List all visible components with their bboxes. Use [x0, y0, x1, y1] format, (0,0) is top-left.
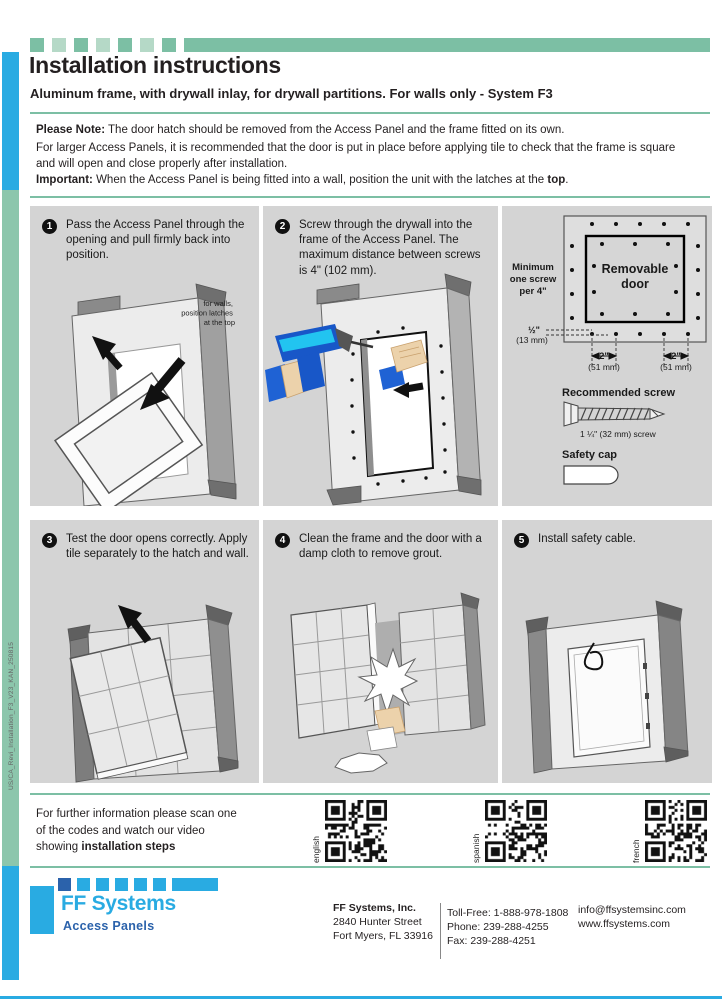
removable-door-label [586, 262, 684, 292]
safety-cap-title: Safety cap [562, 449, 618, 461]
left-edge-blue-strip-top [2, 52, 19, 190]
step1-panel [30, 206, 259, 506]
step5-illustration [502, 583, 712, 783]
step5-panel [502, 520, 712, 783]
note-larger-panels: For larger Access Panels, it is recommended that the door is put in place before applying tile to check that the frame is square and will open and close properly after installation. [36, 142, 676, 171]
dim-half-inch-mm: (13 mm) [516, 335, 548, 345]
logo-square [153, 878, 166, 891]
note-important-period: . [565, 174, 569, 186]
divider-rule [30, 112, 710, 114]
divider-rule [30, 196, 710, 198]
note-important-label: Important: [36, 174, 93, 186]
deco-square [96, 38, 110, 52]
door-label-line: door [621, 277, 649, 291]
step3-instruction: Test the door opens correctly. Apply tile separately to the hatch and wall. [66, 533, 249, 561]
left-edge-blue-strip-bottom [2, 866, 19, 980]
logo-square [77, 878, 90, 891]
bottom-blue-rule [0, 996, 722, 999]
step1-number-badge: 1 [42, 219, 57, 234]
step5-number-badge: 5 [514, 533, 529, 548]
qr-text-line: For further information please scan one [36, 808, 237, 820]
qr-text-prefix: showing [36, 841, 79, 854]
deco-square [52, 38, 66, 52]
qr-language-label-spanish: spanish [471, 833, 481, 863]
dim-two-inch-left-mm: (51 mm) [588, 362, 620, 372]
footer-fax: Fax: 239-288-4251 [447, 934, 536, 947]
footer-phone-block [447, 907, 568, 949]
step5-header [502, 520, 712, 548]
footer-email: info@ffsystemsinc.com [578, 904, 686, 916]
logo-title: FF Systems [61, 892, 176, 915]
company-logo [30, 876, 250, 940]
logo-square [58, 878, 71, 891]
dim-two-inch-right-mm: (51 mm) [660, 362, 692, 372]
step2-number-badge: 2 [275, 219, 290, 234]
step3-number-badge: 3 [42, 533, 57, 548]
step2-panel [263, 206, 498, 506]
step2-illustration [263, 268, 498, 506]
dim-two-inch-left: 2" [599, 351, 609, 362]
step1-instruction: Pass the Access Panel through the opening and pull firmly back into position. [66, 219, 245, 262]
deco-square [118, 38, 132, 52]
deco-square [140, 38, 154, 52]
qr-language-label-english: english [311, 836, 321, 863]
deco-square [74, 38, 88, 52]
dim-half-inch: ½" [528, 325, 540, 335]
note-important-text: When the Access Panel is being fitted into a wall, position the unit with the latches at the [96, 174, 545, 186]
footer-tollfree: Toll-Free: 1-888-978-1808 [447, 907, 569, 919]
note-please-label: Please Note: [36, 124, 106, 136]
qr-text-line [36, 839, 237, 856]
footer-web-block [578, 904, 686, 932]
step1-header [30, 206, 259, 264]
deco-square [30, 38, 44, 52]
dim-two-inch-right: 2" [671, 351, 681, 362]
step1-illustration [30, 268, 259, 506]
logo-subtitle: Access Panels [63, 919, 155, 933]
step5-instruction: Install safety cable. [538, 533, 636, 545]
footer-company-name: FF Systems, Inc. [333, 902, 416, 914]
footer-address-line: 2840 Hunter Street [333, 915, 422, 928]
qr-text-bold: installation steps [81, 841, 176, 854]
cloth-on-floor-icon [335, 753, 387, 773]
screw-spacing-info-panel [502, 206, 712, 506]
document-revision-label: US/CA_Revi_Installation_F3_V23_KAN_250815 [8, 641, 15, 790]
note-please-text: The door hatch should be removed from the Access Panel and the frame fitted on its own. [108, 124, 565, 136]
note-important-bold: top [547, 174, 566, 186]
page-title: Installation instructions [29, 52, 281, 78]
qr-text-line: of the codes and watch our video [36, 824, 205, 837]
caption-line: at the top [203, 318, 235, 327]
caption-line: position latches [181, 308, 233, 318]
footer-phone: Phone: 239-288-4255 [447, 920, 549, 933]
step4-number-badge: 4 [275, 533, 290, 548]
qr-code-french [645, 800, 707, 862]
step3-header [30, 520, 259, 562]
deco-square [162, 38, 176, 52]
header-decoration [30, 38, 710, 52]
door-label-line: Removable [601, 262, 669, 276]
qr-code-english [325, 800, 387, 862]
sleeve [367, 727, 397, 751]
step2-instruction: Screw through the drywall into the frame of the Access Panel. The maximum distance between screws is 4" (102 mm). [299, 219, 481, 277]
step4-instruction: Clean the frame and the door with a damp cloth to remove grout. [299, 533, 482, 561]
logo-bar [172, 878, 218, 891]
step4-illustration [263, 583, 498, 783]
safety-cap-icon [564, 466, 618, 484]
step3-illustration [30, 583, 259, 783]
qr-language-label-french: french [631, 839, 641, 863]
footer-divider [440, 903, 441, 959]
divider-rule [30, 866, 710, 868]
qr-code-spanish [485, 800, 547, 862]
step4-panel [263, 520, 498, 783]
page-subtitle: Aluminum frame, with drywall inlay, for drywall partitions. For walls only - System F3 [30, 86, 553, 101]
deco-bar [184, 38, 710, 52]
note-important [36, 172, 691, 188]
min-screw-note: Minimum one screw per 4" [509, 262, 557, 297]
divider-rule [30, 793, 710, 795]
recommended-screw-title: Recommended screw [562, 387, 676, 399]
footer-address-line: Fort Myers, FL 33916 [333, 929, 433, 942]
step4-header [263, 520, 498, 562]
logo-square [134, 878, 147, 891]
note-please [36, 122, 691, 138]
qr-section-text [36, 806, 237, 856]
recommended-screw-icon [564, 402, 664, 426]
caption-line: for walls, [203, 299, 233, 308]
logo-rectangle [30, 886, 54, 934]
logo-square [96, 878, 109, 891]
step3-panel [30, 520, 259, 783]
screw-size-label: 1 ¼" (32 mm) screw [580, 429, 656, 439]
footer-address-block [333, 902, 433, 944]
footer-website: www.ffsystems.com [578, 917, 670, 930]
logo-square [115, 878, 128, 891]
